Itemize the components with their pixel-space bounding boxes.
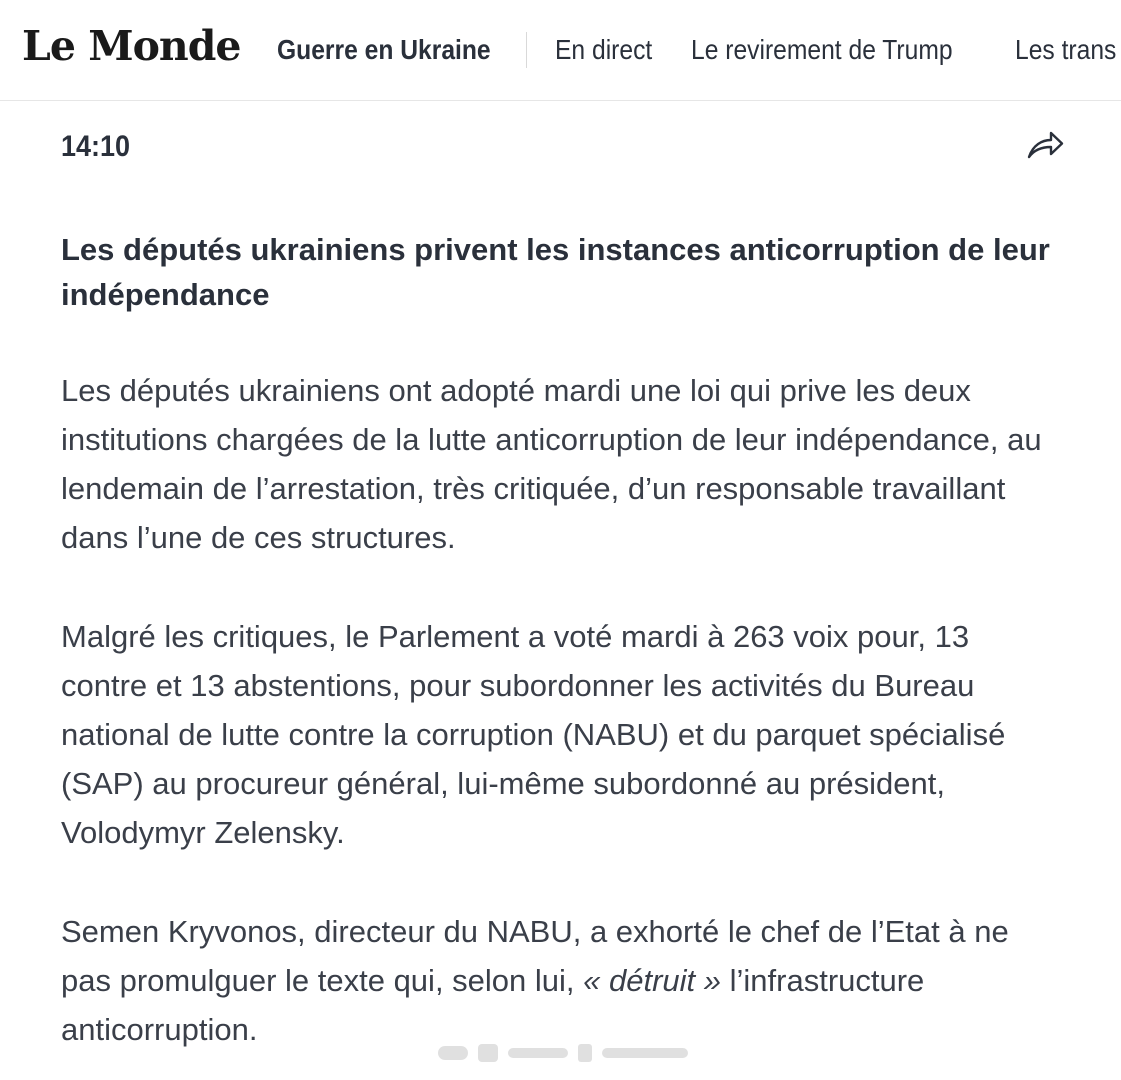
quote-detruit: « détruit » bbox=[583, 963, 722, 998]
top-navigation bbox=[277, 30, 1121, 70]
share-arrow-icon[interactable] bbox=[1025, 127, 1065, 163]
nav-item-les-trans[interactable]: Les trans bbox=[1014, 34, 1116, 65]
post-time: 14:10 bbox=[61, 130, 131, 163]
post-paragraph-1: Les députés ukrainiens ont adopté mardi une loi qui prive les deux institutions chargées de la lutte anticorruption de leur indépendance, au lendemain de l’arrestation, très critiquée, d’un responsable travaillant dans l’une de ces structures. bbox=[61, 373, 1042, 555]
watermark-graphic bbox=[438, 1040, 688, 1066]
nav-item-en-direct[interactable]: En direct bbox=[554, 34, 653, 65]
le-monde-logo[interactable]: Le Monde bbox=[22, 22, 241, 70]
site-header bbox=[0, 0, 1121, 101]
nav-item-guerre-en-ukraine[interactable]: Guerre en Ukraine bbox=[277, 34, 491, 65]
paragraph-3-text-after: l’infrastructure anticorruption. bbox=[61, 963, 925, 1047]
nav-divider bbox=[526, 32, 527, 68]
post-paragraph-2: Malgré les critiques, le Parlement a voté mardi à 263 voix pour, 13 contre et 13 abstentions, pour subordonner les activités du Bureau national de lutte contre la corruption (NABU) et du parquet spécialisé (SAP) au procureur général, lui-même subordonné au président, Volodymyr Zelensky. bbox=[61, 619, 1006, 850]
paragraph-3-text-before: Semen Kryvonos, directeur du NABU, a exhorté le chef de l’Etat à ne pas promulguer le texte qui, selon lui, bbox=[61, 914, 1009, 998]
post-headline: Les députés ukrainiens privent les instances anticorruption de leur indépendance bbox=[61, 232, 1050, 312]
nav-item-revirement-trump[interactable]: Le revirement de Trump bbox=[691, 34, 953, 65]
post-paragraph-3 bbox=[61, 907, 1061, 1054]
